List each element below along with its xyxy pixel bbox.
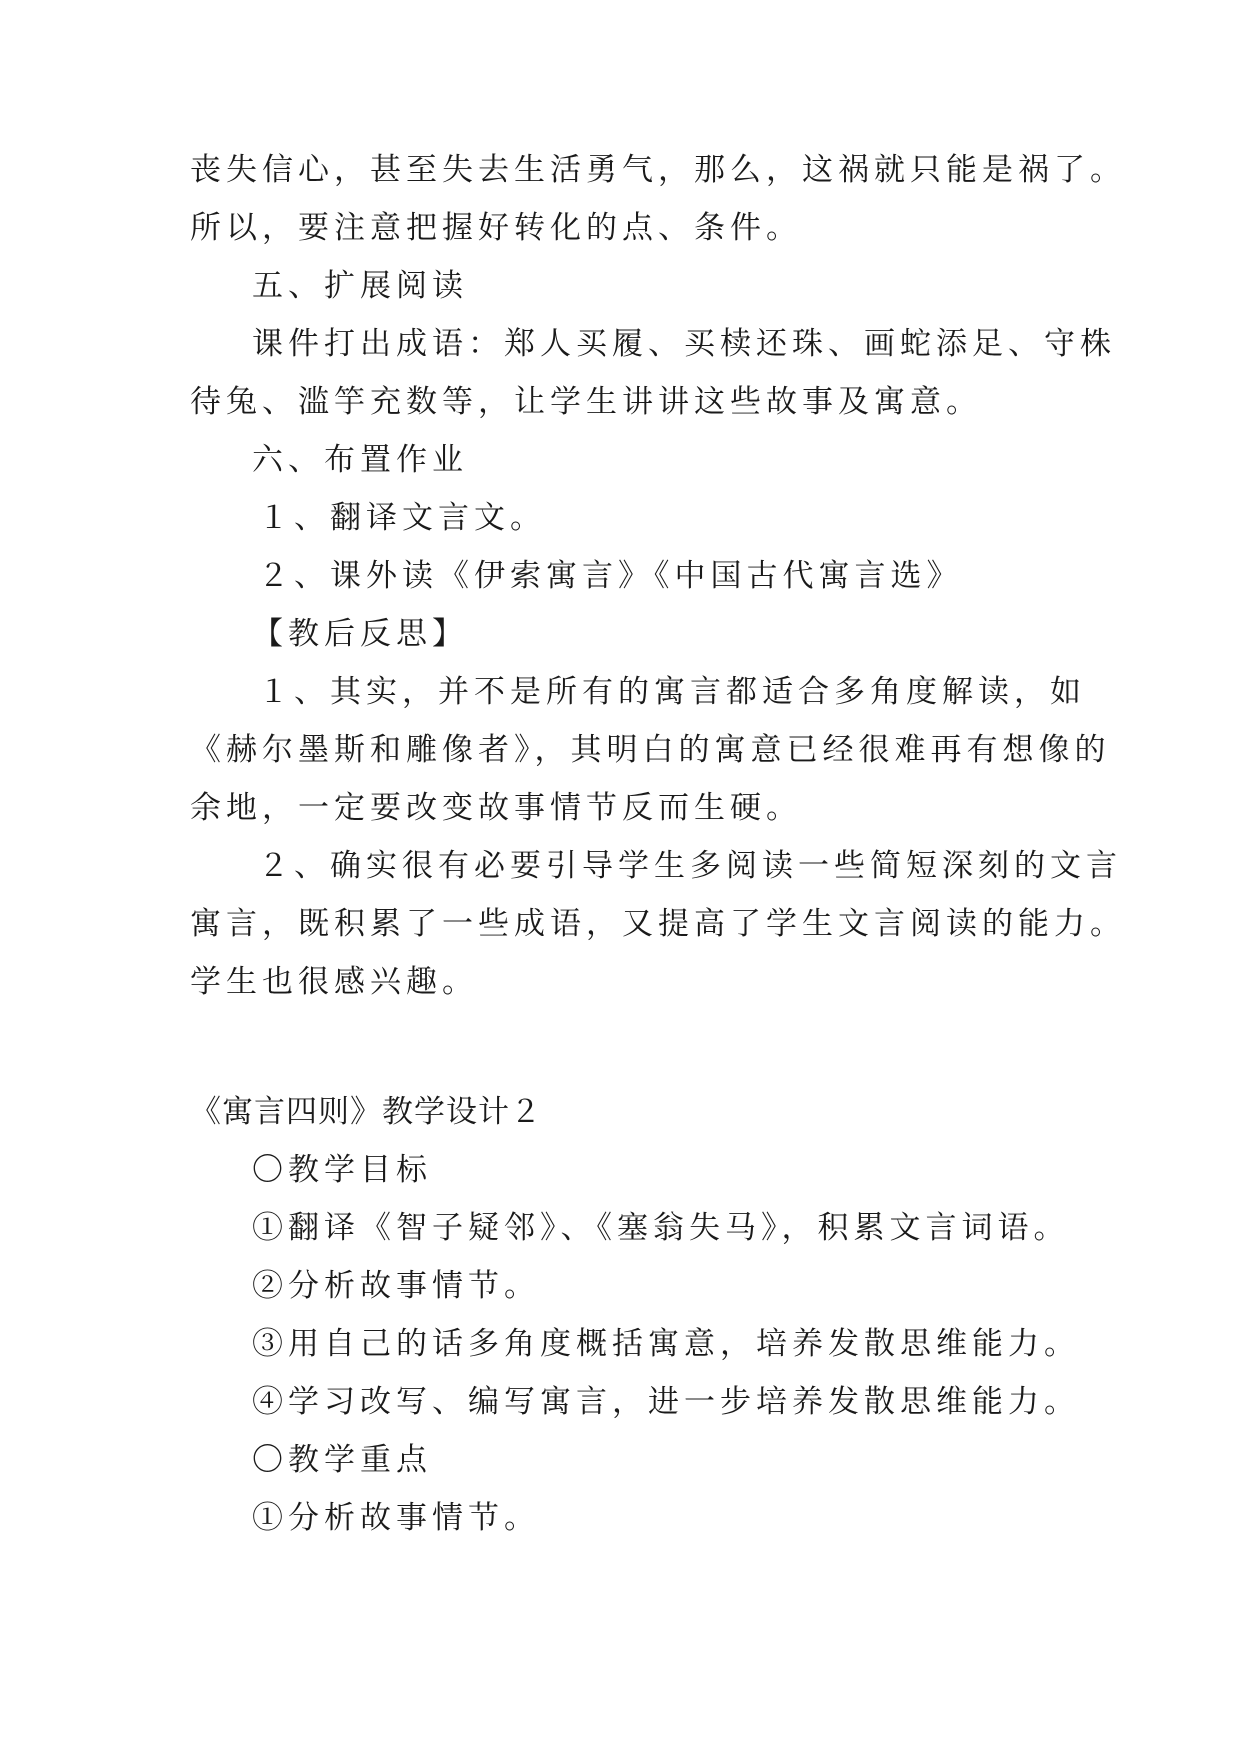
list-item: ①分析故事情节。 [252, 1500, 540, 1536]
text-line: 课件打出成语：郑人买履、买椟还珠、画蛇添足、守株 [252, 326, 1116, 362]
section-heading: 〇教学重点 [252, 1442, 432, 1478]
section-heading: 六、布置作业 [252, 442, 468, 478]
list-item: ２、确实很有必要引导学生多阅读一些简短深刻的文言 [258, 848, 1122, 884]
text-line: 《赫尔墨斯和雕像者》，其明白的寓意已经很难再有想像的 [190, 732, 1111, 768]
list-item: ２、课外读《伊索寓言》《中国古代寓言选》 [258, 558, 963, 594]
section-heading: 〇教学目标 [252, 1152, 432, 1188]
list-item: ①翻译《智子疑邻》、《塞翁失马》，积累文言词语。 [252, 1210, 1070, 1246]
list-item: ②分析故事情节。 [252, 1268, 540, 1304]
section-heading: 【教后反思】 [252, 616, 468, 652]
text-line: 寓言，既积累了一些成语，又提高了学生文言阅读的能力。 [190, 906, 1126, 942]
list-item: ③用自己的话多角度概括寓意，培养发散思维能力。 [252, 1326, 1080, 1362]
list-item: ④学习改写、编写寓言，进一步培养发散思维能力。 [252, 1384, 1080, 1420]
list-item: １、翻译文言文。 [258, 500, 546, 536]
list-item: １、其实，并不是所有的寓言都适合多角度解读，如 [258, 674, 1086, 710]
text-line: 学生也很感兴趣。 [190, 964, 478, 1000]
text-line: 待兔、滥竽充数等，让学生讲讲这些故事及寓意。 [190, 384, 982, 420]
section-heading: 五、扩展阅读 [252, 268, 468, 304]
text-line: 余地，一定要改变故事情节反而生硬。 [190, 790, 802, 826]
text-line: 丧失信心，甚至失去生活勇气，那么，这祸就只能是祸了。 [190, 152, 1126, 188]
document-title: 《寓言四则》教学设计２ [190, 1094, 542, 1130]
text-line: 所以，要注意把握好转化的点、条件。 [190, 210, 802, 246]
